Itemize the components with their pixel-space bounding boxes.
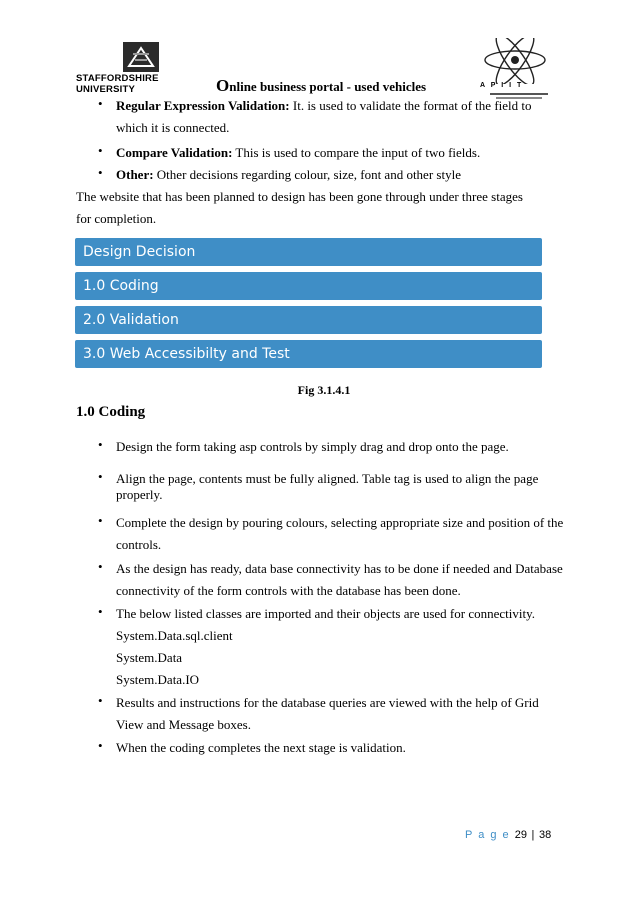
- bullet-text-line2: connectivity of the form controls with the database has been done.: [116, 583, 461, 598]
- logo-text-line2: UNIVERSITY: [76, 84, 136, 95]
- bullet-label: Regular Expression Validation:: [116, 98, 290, 113]
- bullet-icon: •: [98, 96, 103, 111]
- page-header-title: [216, 76, 426, 96]
- bullet-label: Compare Validation:: [116, 145, 233, 160]
- paragraph-line: for completion.: [76, 211, 157, 226]
- bullet-icon: •: [98, 559, 103, 574]
- paragraph-line: The website that has been planned to design has been gone through under three stages: [76, 189, 523, 204]
- bullet-icon: •: [98, 165, 103, 180]
- bullet-text: This is used to compare the input of two fields.: [232, 145, 481, 160]
- bullet-text-line2: properly.: [116, 487, 163, 502]
- title-rest: nline business portal - used vehicles: [229, 79, 427, 94]
- class-name: System.Data.sql.client: [116, 628, 233, 643]
- list-item: [98, 165, 578, 185]
- section-heading: 1.0 Coding: [76, 404, 146, 420]
- bullet-text: The below listed classes are imported and their objects are used for connectivity.: [116, 606, 535, 621]
- stage-bar-design-decision: Design Decision: [75, 238, 542, 266]
- atom-icon: [476, 38, 554, 84]
- apiit-logo: [476, 38, 554, 102]
- page-label: P a g e: [465, 829, 511, 841]
- class-name: System.Data.IO: [116, 672, 200, 687]
- stage-bar-coding: 1.0 Coding: [75, 272, 542, 300]
- staffordshire-logo: [76, 42, 168, 98]
- bullet-text: As the design has ready, data base connectivity has to be done if needed and Database: [116, 561, 563, 576]
- page-number: 29: [514, 829, 527, 841]
- bullet-text: Align the page, contents must be fully aligned. Table tag is used to align the page: [116, 471, 539, 486]
- bullet-icon: •: [98, 513, 103, 528]
- bullet-icon: •: [98, 693, 103, 708]
- total-pages: 38: [538, 829, 552, 841]
- bullet-icon: •: [98, 437, 103, 452]
- staffordshire-knot-icon: [123, 42, 159, 72]
- bullet-icon: •: [98, 469, 103, 484]
- list-item: [98, 96, 578, 136]
- bullet-text-line2: which it is connected.: [116, 120, 230, 135]
- bullet-text: Results and instructions for the database queries are viewed with the help of Grid: [116, 695, 539, 710]
- bullet-icon: •: [98, 738, 103, 753]
- bullet-text-line2: View and Message boxes.: [116, 717, 251, 732]
- class-name: System.Data: [116, 650, 183, 665]
- stage-bar-validation: 2.0 Validation: [75, 306, 542, 334]
- bullet-text: Other decisions regarding colour, size, font and other style: [153, 167, 461, 182]
- bullet-text-line2: controls.: [116, 537, 162, 552]
- bullet-text: It. is used to validate the format of the field to: [289, 98, 532, 113]
- bullet-text: When the coding completes the next stage is validation.: [116, 740, 406, 755]
- logo-caption: A P I I T: [480, 82, 524, 89]
- bullet-label: Other:: [116, 167, 154, 182]
- bullet-text: Complete the design by pouring colours, selecting appropriate size and position of the: [116, 515, 564, 530]
- figure-caption: Fig 3.1.4.1: [297, 383, 351, 397]
- bullet-icon: •: [98, 604, 103, 619]
- page-separator: |: [531, 829, 535, 841]
- logo-text-line1: STAFFORDSHIRE: [76, 73, 159, 84]
- bullet-text: Design the form taking asp controls by simply drag and drop onto the page.: [116, 439, 509, 454]
- bullet-icon: •: [98, 143, 103, 158]
- title-initial: O: [216, 76, 230, 95]
- stage-bar-accessibility-test: 3.0 Web Accessibilty and Test: [75, 340, 542, 368]
- intro-paragraph: [76, 187, 546, 229]
- page-footer: [465, 829, 551, 841]
- list-item: [98, 143, 578, 163]
